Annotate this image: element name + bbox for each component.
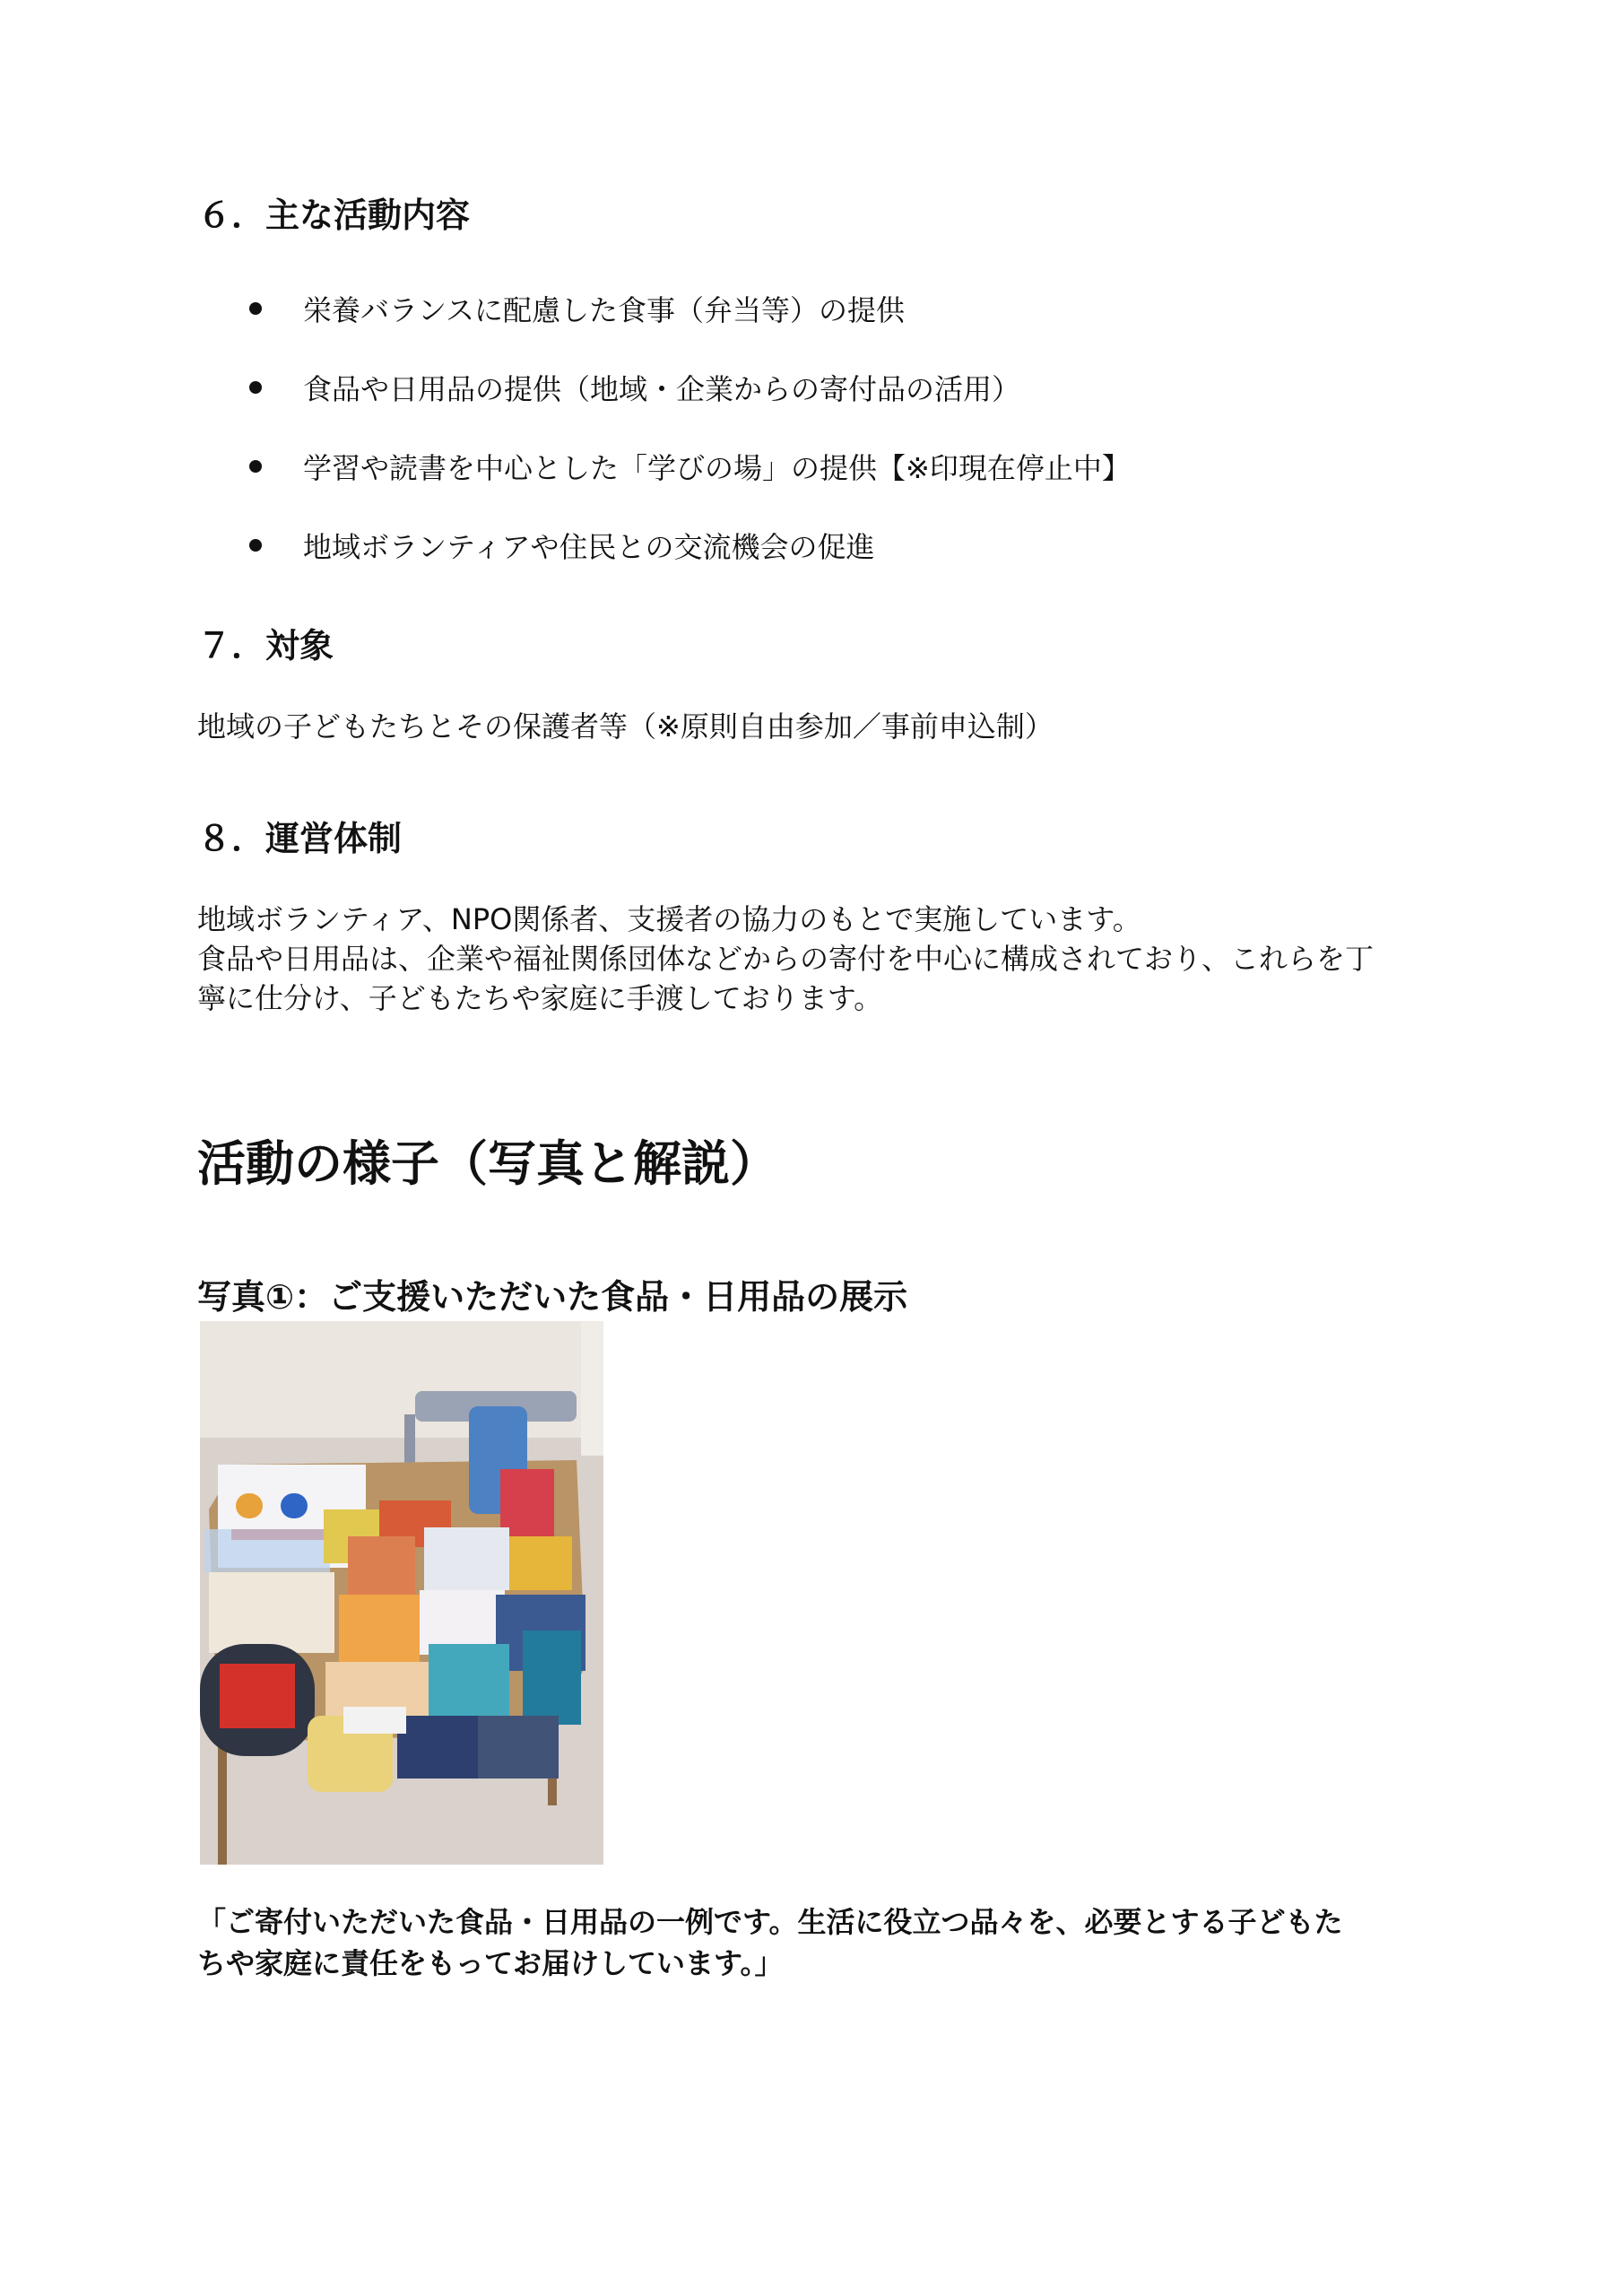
donated-items-photo bbox=[200, 1321, 603, 1865]
activity-list bbox=[242, 269, 1131, 585]
bullet-icon bbox=[249, 460, 262, 473]
list-item-text: 食品や日用品の提供（地域・企業からの寄付品の活用） bbox=[303, 372, 1021, 406]
bullet-icon bbox=[249, 539, 262, 552]
section-6-heading: ６．主な活動内容 bbox=[197, 196, 471, 235]
operation-line: 寧に仕分け、子どもたちや家庭に手渡しております。 bbox=[197, 981, 883, 1015]
list-item bbox=[242, 348, 1131, 427]
bullet-icon bbox=[249, 302, 262, 315]
photo-illustration bbox=[200, 1321, 603, 1865]
section-7-heading: ７．対象 bbox=[197, 626, 334, 665]
photo-caption bbox=[197, 1901, 1342, 1984]
list-item-text: 栄養バランスに配慮した食事（弁当等）の提供 bbox=[303, 293, 906, 327]
list-item-text: 地域ボランティアや住民との交流機会の促進 bbox=[303, 530, 875, 564]
caption-line: ちや家庭に責任をもってお届けしています。」 bbox=[197, 1946, 784, 1980]
operation-text bbox=[197, 900, 1374, 1018]
activity-section-title: 活動の様子（写真と解説） bbox=[197, 1135, 778, 1192]
list-item bbox=[242, 427, 1131, 506]
operation-line: 地域ボランティア、NPO関係者、支援者の協力のもとで実施しています。 bbox=[197, 902, 1141, 936]
bullet-icon bbox=[249, 381, 262, 394]
list-item bbox=[242, 269, 1131, 348]
photo-title: 写真①：ご支援いただいた食品・日用品の展示 bbox=[197, 1277, 908, 1317]
list-item bbox=[242, 506, 1131, 585]
caption-line: 「ご寄付いただいた食品・日用品の一例です。生活に役立つ品々を、必要とする子どもた bbox=[197, 1905, 1343, 1939]
list-item-text: 学習や読書を中心とした「学びの場」の提供【※印現在停止中】 bbox=[303, 451, 1131, 485]
section-8-heading: ８．運営体制 bbox=[197, 819, 403, 858]
target-text: 地域の子どもたちとその保護者等（※原則自由参加／事前申込制） bbox=[197, 709, 1054, 744]
operation-line: 食品や日用品は、企業や福祉関係団体などからの寄付を中心に構成されており、これらを丁 bbox=[197, 942, 1375, 976]
